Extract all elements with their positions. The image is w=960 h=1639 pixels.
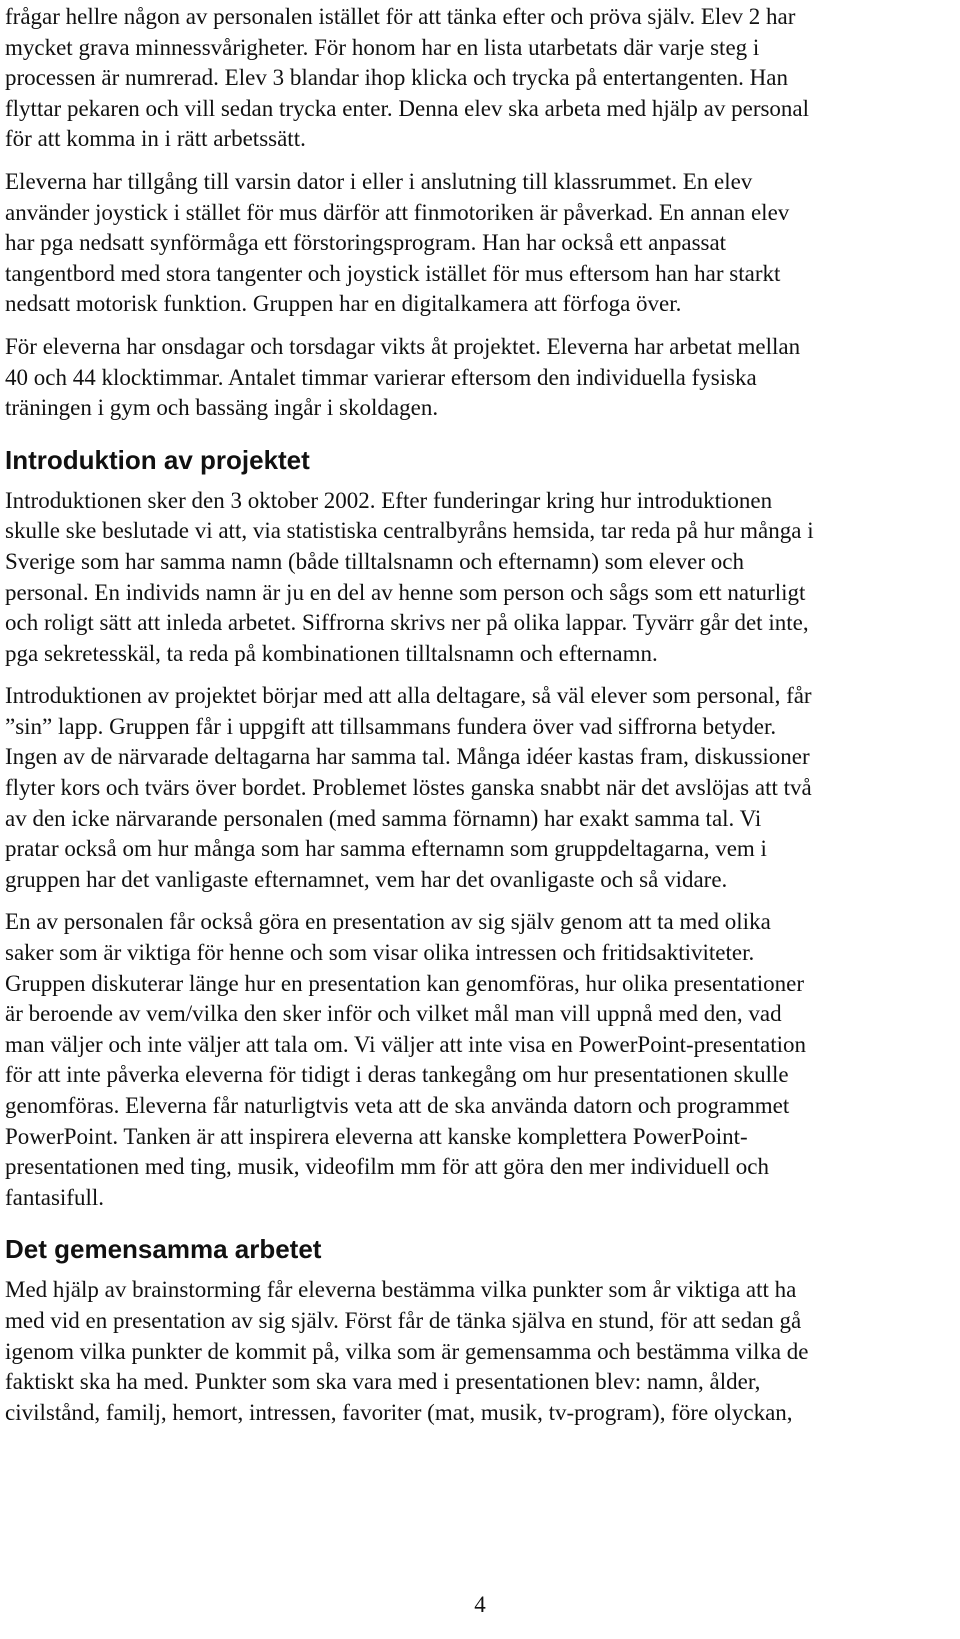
page-number: 4: [474, 1592, 486, 1617]
paragraph: [5, 681, 950, 895]
text-line: träningen i gym och bassäng ingår i skoldagen.: [5, 395, 439, 421]
section-heading: Det gemensamma arbetet: [5, 1234, 322, 1265]
text-line: 40 och 44 klocktimmar. Antalet timmar varierar eftersom den individuella fysiska: [5, 364, 757, 390]
text-line: fantasifull.: [5, 1184, 104, 1210]
text-line: skulle ske beslutade vi att, via statistiska centralbyråns hemsida, tar reda på hur många i: [5, 518, 814, 544]
text-line: För eleverna har onsdagar och torsdagar vikts åt projektet. Eleverna har arbetat mellan: [5, 333, 801, 359]
text-line: pga sekretesskäl, ta reda på kombinationen tilltalsnamn och efternamn.: [5, 640, 658, 666]
text-line: gruppen har det vanligaste efternamnet, vem har det ovanligaste och så vidare.: [5, 866, 728, 892]
text-line: presentationen med ting, musik, videofilm mm för att göra den mer individuell och: [5, 1154, 769, 1180]
text-line: använder joystick i stället för mus därför att finmotoriken är påverkad. En annan elev: [5, 199, 790, 225]
paragraph: [5, 332, 950, 424]
document-body: [5, 2, 950, 1428]
paragraph: [5, 907, 950, 1213]
text-line: ”sin” lapp. Gruppen får i uppgift att tillsammans fundera över vad siffrorna betyder.: [5, 713, 777, 739]
text-line: Gruppen diskuterar länge hur en presentation kan genomföras, hur olika presentationer: [5, 970, 804, 996]
paragraph: [5, 1275, 950, 1428]
text-line: har pga nedsatt synförmåga ett förstoringsprogram. Han har också ett anpassat: [5, 230, 727, 256]
paragraph: [5, 486, 950, 670]
text-line: är beroende av vem/vilka den sker inför och vilket mål man vill uppnå med den, vad: [5, 1001, 782, 1027]
text-line: civilstånd, familj, hemort, intressen, favoriter (mat, musik, tv-program), före olyckan,: [5, 1399, 793, 1425]
text-line: En av personalen får också göra en presentation av sig själv genom att ta med olika: [5, 909, 771, 935]
text-line: Med hjälp av brainstorming får eleverna bestämma vilka punkter som år viktiga att ha: [5, 1277, 797, 1303]
text-line: flyttar pekaren och vill sedan trycka enter. Denna elev ska arbeta med hjälp av personal: [5, 95, 810, 121]
text-line: med vid en presentation av sig själv. Först får de tänka själva en stund, för att sedan gå: [5, 1307, 802, 1333]
text-line: man väljer och inte väljer att tala om. Vi väljer att inte visa en PowerPoint-presentation: [5, 1031, 807, 1057]
text-line: för att komma in i rätt arbetssätt.: [5, 126, 306, 152]
text-line: genomföras. Eleverna får naturligtvis veta att de ska använda datorn och programmet: [5, 1093, 790, 1118]
text-line: faktiskt ska ha med. Punkter som ska vara med i presentationen blev: namn, ålder,: [5, 1369, 761, 1395]
paragraph: [5, 2, 950, 155]
text-line: flyter kors och tvärs över bordet. Problemet löstes ganska snabbt när det avslöjas att två: [5, 775, 812, 801]
text-line: Sverige som har samma namn (både tilltalsnamn och efternamn) som elever och: [5, 548, 744, 574]
section-heading: Introduktion av projektet: [5, 444, 310, 475]
text-line: Ingen av de närvarade deltagarna har samma tal. Många idéer kastas fram, diskussioner: [5, 744, 810, 770]
text-line: av den icke närvarande personalen (med samma förnamn) har exakt samma tal. Vi: [5, 805, 762, 831]
text-line: saker som är viktiga för henne och som visar olika intressen och fritidsaktiviteter.: [5, 940, 755, 966]
text-line: nedsatt motorisk funktion. Gruppen har en digitalkamera att förfoga över.: [5, 291, 682, 317]
text-line: mycket grava minnessvårigheter. För honom har en lista utarbetats där varje steg i: [5, 34, 760, 60]
paragraph: [5, 167, 950, 320]
text-line: Introduktionen sker den 3 oktober 2002. Efter funderingar kring hur introduktionen: [5, 487, 773, 513]
text-line: PowerPoint. Tanken är att inspirera eleverna att kanske komplettera PowerPoint-: [5, 1123, 748, 1149]
text-line: och roligt sätt att inleda arbetet. Siffrorna skrivs ner på olika lappar. Tyvärr går det inte,: [5, 610, 809, 636]
text-line: frågar hellre någon av personalen istället för att tänka efter och pröva själv. Elev 2 har: [5, 4, 796, 29]
text-line: personal. En individs namn är ju en del av henne som person och sågs som ett naturligt: [5, 579, 806, 605]
text-line: processen är numrerad. Elev 3 blandar ihop klicka och trycka på entertangenten. Han: [5, 65, 788, 91]
text-line: för att inte påverka eleverna för tidigt i deras tankegång om hur presentationen skulle: [5, 1062, 789, 1088]
text-line: Eleverna har tillgång till varsin dator i eller i anslutning till klassrummet. En elev: [5, 168, 753, 194]
text-line: Introduktionen av projektet börjar med att alla deltagare, så väl elever som personal, får: [5, 683, 812, 709]
text-line: pratar också om hur många som har samma efternamn som gruppdeltagarna, vem i: [5, 836, 767, 862]
text-line: igenom vilka punkter de kommit på, vilka som är gemensamma och bestämma vilka de: [5, 1338, 809, 1364]
text-line: tangentbord med stora tangenter och joystick istället för mus eftersom han har starkt: [5, 260, 781, 286]
